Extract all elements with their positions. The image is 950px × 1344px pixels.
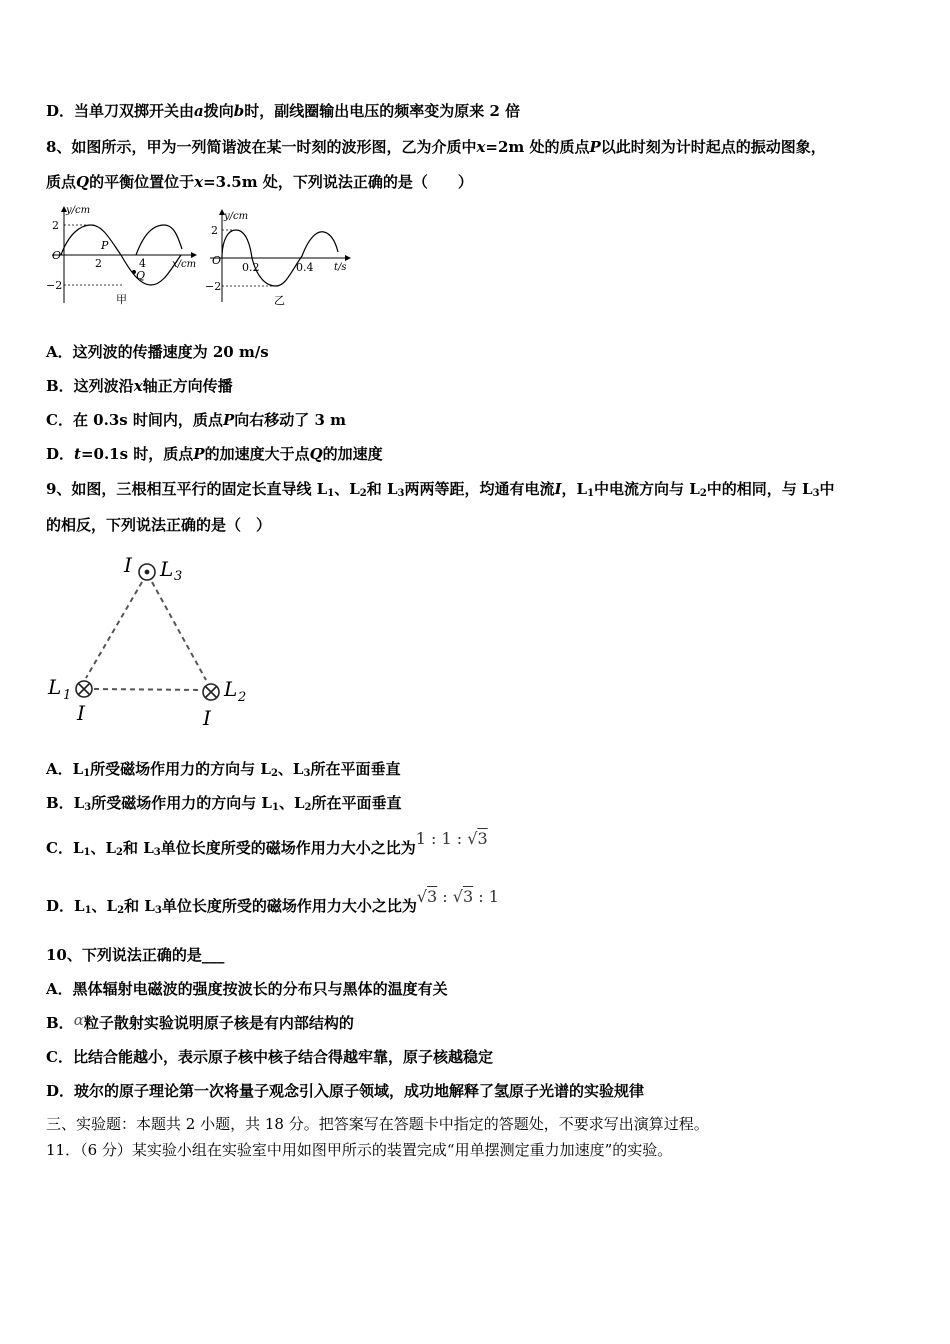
q10-option-d — [46, 1081, 910, 1101]
text: 中的相同，与 L — [706, 480, 813, 498]
tick-x-4: 4 — [139, 257, 146, 270]
subscript: 3 — [812, 488, 820, 499]
text: 中电流方向与 L — [594, 480, 700, 498]
subscript: 1 — [84, 905, 92, 916]
text: 、L — [334, 480, 360, 498]
text: 单位长度所受的磁场作用力大小之比为 — [160, 839, 416, 857]
text: B．L — [46, 794, 85, 812]
subscript: 2 — [304, 802, 312, 813]
text: D．L — [46, 897, 85, 915]
text: 时，副线圈输出电压的频率变为原来 2 倍 — [244, 102, 521, 120]
subscript: 2 — [699, 488, 707, 499]
text: A．这列波的传播速度为 20 m/s — [46, 343, 269, 361]
subscript: 2 — [270, 768, 278, 779]
subscript: 3 — [154, 905, 162, 916]
text: 所在平面垂直 — [310, 760, 401, 778]
q9-stem-line2 — [46, 515, 910, 535]
symbol-x: x — [133, 377, 143, 395]
text: 轴正方向传播 — [142, 377, 233, 395]
q9-figure-wires — [40, 550, 260, 735]
text: 、L — [278, 794, 305, 812]
wire-l3-out-icon — [139, 564, 155, 580]
text: 和 L — [124, 897, 155, 915]
ratio-formula — [417, 887, 499, 906]
dashed-edge-right — [152, 582, 206, 680]
radicand: 3 — [462, 887, 474, 906]
ratio-sep: : 1 — [473, 887, 499, 906]
point-p-label: P — [101, 239, 109, 252]
caption-jia: 甲 — [116, 293, 127, 306]
text: 以此时刻为计时起点的振动图象， — [600, 138, 826, 156]
q8-stem-line2 — [46, 172, 910, 192]
text: 的平衡位置位于 — [89, 173, 195, 191]
text: 中 — [819, 480, 835, 498]
q10-option-b — [46, 1013, 910, 1033]
q8-stem-line1 — [46, 137, 910, 157]
subscript: 1 — [83, 768, 91, 779]
subscript: 2 — [359, 488, 367, 499]
y-axis-label: y/cm — [66, 205, 91, 216]
sqrt-sign: √ — [467, 829, 478, 848]
symbol-alpha: α — [73, 1011, 84, 1029]
q10-stem — [46, 945, 910, 965]
origin-label: O — [52, 249, 62, 262]
text: A．黑体辐射电磁波的强度按波长的分布只与黑体的温度有关 — [46, 980, 448, 998]
text: 两两等距，均通有电流 — [404, 480, 555, 498]
x-axis-label: x/cm — [172, 259, 197, 270]
subscript: 1 — [83, 847, 91, 858]
l3-label: L — [160, 557, 174, 581]
subscript: 3 — [84, 802, 92, 813]
subscript: 1 — [587, 488, 595, 499]
symbol-i: I — [554, 480, 562, 498]
text: 质点 — [46, 173, 77, 191]
subscript: 3 — [153, 847, 161, 858]
q8-option-c — [46, 410, 910, 430]
sqrt-sign: √ — [416, 887, 428, 906]
tick-y-pos: 2 — [52, 219, 59, 232]
q9-option-a — [46, 759, 910, 784]
symbol-b: b — [233, 102, 245, 120]
q9-option-d — [46, 887, 910, 926]
l1-label: L — [48, 675, 62, 699]
q9-stem-line1 — [46, 479, 910, 504]
text: 9、如图，三根相互平行的固定长直导线 L — [46, 480, 328, 498]
l2-subscript: 2 — [238, 690, 247, 705]
wave-curve-2 — [136, 225, 182, 255]
ratio-sep: : — [437, 887, 453, 906]
q7-option-d — [46, 101, 910, 121]
subscript: 3 — [303, 768, 311, 779]
tick-y-neg: −2 — [46, 279, 63, 292]
q10-option-c — [46, 1047, 910, 1067]
q8-option-a — [46, 342, 910, 362]
q8-option-b — [46, 376, 910, 396]
text: 的加速度 — [322, 445, 383, 463]
q8-option-d — [46, 444, 910, 464]
text: 、L — [91, 897, 118, 915]
symbol-p: P — [589, 138, 601, 156]
text: C．在 0.3s 时间内，质点 — [46, 411, 223, 429]
q8-figure-jia — [44, 203, 204, 309]
l3-subscript: 3 — [174, 569, 183, 584]
text: =0.1s 时，质点 — [80, 445, 194, 463]
q10-option-a — [46, 979, 910, 999]
text: C．L — [46, 839, 84, 857]
subscript: 2 — [116, 847, 123, 858]
text: 所在平面垂直 — [311, 794, 402, 812]
text: 粒子散射实验说明原子核是有内部结构的 — [83, 1014, 354, 1032]
tick-x-2: 2 — [95, 257, 102, 270]
subscript: 2 — [117, 905, 125, 916]
tick-y-pos: 2 — [211, 224, 218, 237]
text: A．L — [46, 760, 84, 778]
y-axis-label: y/cm — [224, 211, 249, 222]
text: =3.5m 处，下列说法正确的是（ ） — [203, 173, 473, 191]
text: 、L — [277, 760, 304, 778]
t-axis-label: t/s — [334, 262, 347, 273]
text: 所受磁场作用力的方向与 L — [90, 760, 271, 778]
text: 的相反，下列说法正确的是（ ） — [46, 516, 272, 534]
symbol-x: x — [476, 138, 486, 156]
text: B．这列波沿 — [46, 377, 134, 395]
symbol-a: a — [194, 102, 204, 120]
symbol-q: Q — [76, 173, 90, 191]
tick-t-04: 0.4 — [296, 261, 314, 274]
text: 所受磁场作用力的方向与 L — [91, 794, 272, 812]
l3-current-label: I — [124, 553, 132, 577]
point-q-label: Q — [136, 269, 146, 282]
symbol-q: Q — [309, 445, 323, 463]
tick-t-02: 0.2 — [242, 261, 260, 274]
ratio-formula — [416, 829, 488, 848]
caption-yi: 乙 — [274, 294, 285, 307]
text: D．玻尔的原子理论第一次将量子观念引入原子领域，成功地解释了氢原子光谱的实验规律 — [46, 1082, 645, 1100]
origin-label: O — [212, 254, 222, 267]
text: 和 L — [123, 839, 154, 857]
text: D． — [46, 445, 75, 463]
dashed-edge-bottom — [94, 689, 202, 690]
text: ，L — [561, 480, 588, 498]
wire-l1-in-icon — [76, 681, 92, 697]
option-label: D． — [46, 102, 75, 120]
text: 向右移动了 3 m — [234, 411, 346, 429]
l2-label: L — [224, 677, 238, 701]
q11-stem — [46, 1140, 910, 1160]
q9-option-b — [46, 793, 910, 818]
text: 8、如图所示，甲为一列简谐波在某一时刻的波形图，乙为介质中 — [46, 138, 477, 156]
text: 11．（6 分）某实验小组在实验室中用如图甲所示的装置完成“用单摆测定重力加速度”的实验。 — [46, 1141, 673, 1159]
l1-current-label: I — [77, 701, 85, 725]
text: 和 L — [366, 480, 398, 498]
radicand: 3 — [427, 887, 438, 906]
text: 单位长度所受的磁场作用力大小之比为 — [161, 897, 417, 915]
text: C．比结合能越小，表示原子核中核子结合得越牢靠，原子核越稳定 — [46, 1048, 493, 1066]
section3-heading — [46, 1114, 910, 1134]
text: B． — [46, 1014, 74, 1032]
symbol-p: P — [222, 411, 235, 429]
text: 的加速度大于点 — [204, 445, 310, 463]
ratio-part: 1 : 1 : — [415, 829, 468, 848]
text: 当单刀双掷开关由 — [74, 102, 195, 120]
sqrt-sign: √ — [452, 887, 463, 906]
q8-figure-yi — [204, 208, 356, 308]
radicand: 3 — [477, 829, 488, 848]
symbol-x: x — [194, 173, 204, 191]
subscript: 1 — [327, 488, 335, 499]
text: 10、下列说法正确的是___ — [46, 946, 225, 964]
dashed-edge-left — [86, 582, 142, 678]
text: 拨向 — [203, 102, 234, 120]
text: =2m 处的质点 — [485, 138, 590, 156]
subscript: 3 — [397, 488, 405, 499]
subscript: 1 — [271, 802, 279, 813]
tick-y-neg: −2 — [205, 280, 222, 293]
text: 、L — [90, 839, 117, 857]
l2-current-label: I — [203, 706, 211, 730]
symbol-t: t — [74, 445, 81, 463]
wire-l2-in-icon — [203, 684, 219, 700]
text: 三、实验题：本题共 2 小题，共 18 分。把答案写在答题卡中指定的答题处，不要求写出演算过程。 — [46, 1115, 709, 1133]
l1-subscript: 1 — [63, 688, 72, 703]
symbol-p: P — [193, 445, 205, 463]
q9-option-c — [46, 829, 910, 868]
